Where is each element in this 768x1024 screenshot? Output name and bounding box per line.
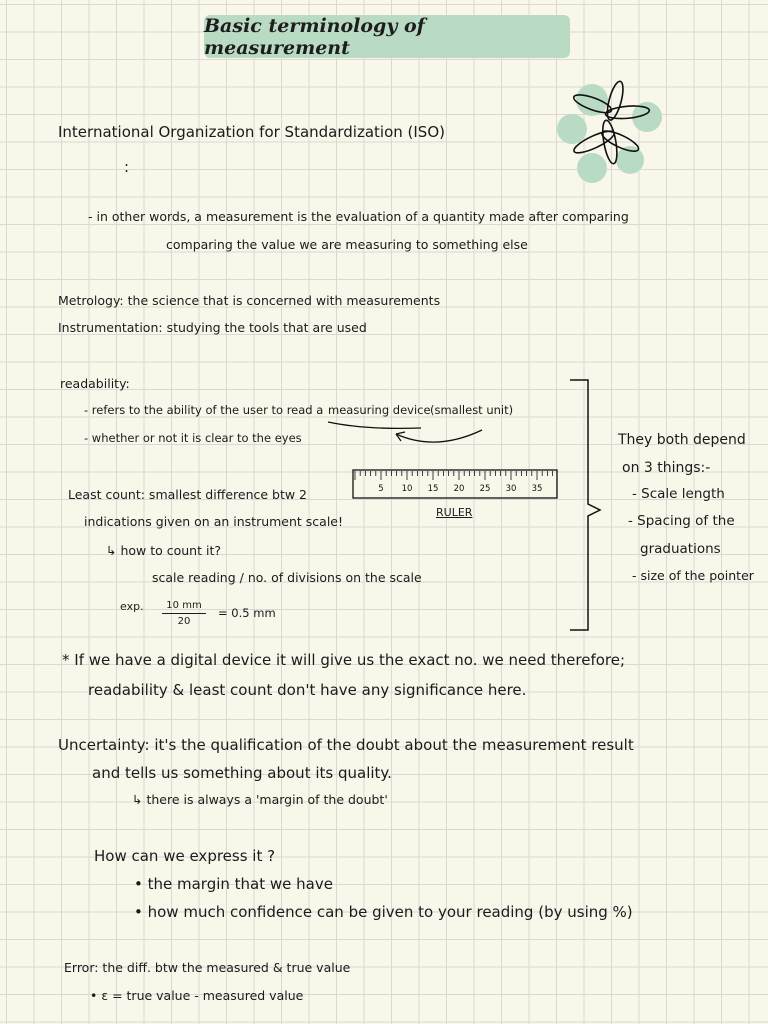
least-count-formula: scale reading / no. of divisions on the scale — [152, 570, 422, 585]
readability-line-1: - refers to the ability of the user to read a — [84, 403, 324, 417]
example-result: = 0.5 mm — [218, 606, 276, 620]
other-words-line-1: - in other words, a measurement is the evaluation of a quantity made after comparing — [88, 209, 629, 224]
express-question: How can we express it ? — [94, 847, 276, 865]
depend-item-1: - Scale length — [632, 486, 725, 502]
page-title: Basic terminology of measurement — [204, 14, 425, 59]
ruler-number: 15 — [427, 484, 439, 494]
ruler-number: 5 — [378, 484, 384, 494]
depend-item-4: - size of the pointer — [632, 568, 754, 583]
least-count-line-2: indications given on an instrument scale! — [84, 514, 344, 529]
ruler-number: 20 — [453, 484, 465, 494]
depend-line-1: They both depend — [618, 432, 746, 448]
uncertainty-line-3: ↳ there is always a 'margin of the doubt' — [132, 792, 388, 807]
iso-line: International Organization for Standardization (ISO) — [58, 123, 445, 141]
uncertainty-line-1: Uncertainty: it's the qualification of the doubt about the measurement result — [58, 736, 634, 754]
depend-line-2: on 3 things:- — [622, 460, 711, 476]
ruler-number: 30 — [505, 484, 517, 494]
iso-colon: : — [124, 158, 130, 176]
error-definition: Error: the diff. btw the measured & true value — [64, 960, 351, 975]
fraction-denominator: 20 — [177, 616, 191, 627]
error-formula: • ε = true value - measured value — [90, 988, 304, 1003]
fraction-bar — [162, 613, 206, 614]
title-banner — [204, 15, 570, 58]
readability-measuring-device: measuring device — [328, 403, 431, 417]
digital-line-1: * If we have a digital device it will give us the exact no. we need therefore; — [62, 651, 626, 669]
ruler-icon — [352, 468, 558, 502]
ruler-number: 25 — [479, 484, 491, 494]
least-count-how: ↳ how to count it? — [106, 543, 221, 558]
example-label: exp. — [120, 600, 144, 613]
depend-item-2: - Spacing of the — [628, 513, 735, 529]
fraction-numerator: 10 mm — [166, 600, 202, 611]
readability-smallest-unit: (smallest unit) — [430, 403, 514, 417]
ruler-label: RULER — [436, 506, 473, 519]
depend-item-3: graduations — [640, 541, 721, 557]
instrumentation-definition: Instrumentation: studying the tools that are used — [58, 320, 367, 335]
ruler-number: 10 — [401, 484, 413, 494]
uncertainty-line-2: and tells us something about its quality. — [92, 764, 392, 782]
metrology-definition: Metrology: the science that is concerned with measurements — [58, 293, 441, 308]
express-bullet-1: • the margin that we have — [134, 875, 333, 893]
digital-line-2: readability & least count don't have any significance here. — [88, 681, 527, 699]
express-bullet-2: • how much confidence can be given to your reading (by using %) — [134, 903, 633, 921]
readability-line-2: - whether or not it is clear to the eyes — [84, 431, 302, 445]
flower-doodle-icon — [548, 72, 668, 187]
curved-arrow-icon — [326, 414, 496, 454]
readability-heading: readability: — [60, 376, 130, 391]
ruler-number: 35 — [531, 484, 543, 494]
other-words-line-2: comparing the value we are measuring to something else — [166, 237, 528, 252]
brace-icon — [566, 374, 606, 636]
least-count-line-1: Least count: smallest difference btw 2 — [68, 487, 308, 502]
